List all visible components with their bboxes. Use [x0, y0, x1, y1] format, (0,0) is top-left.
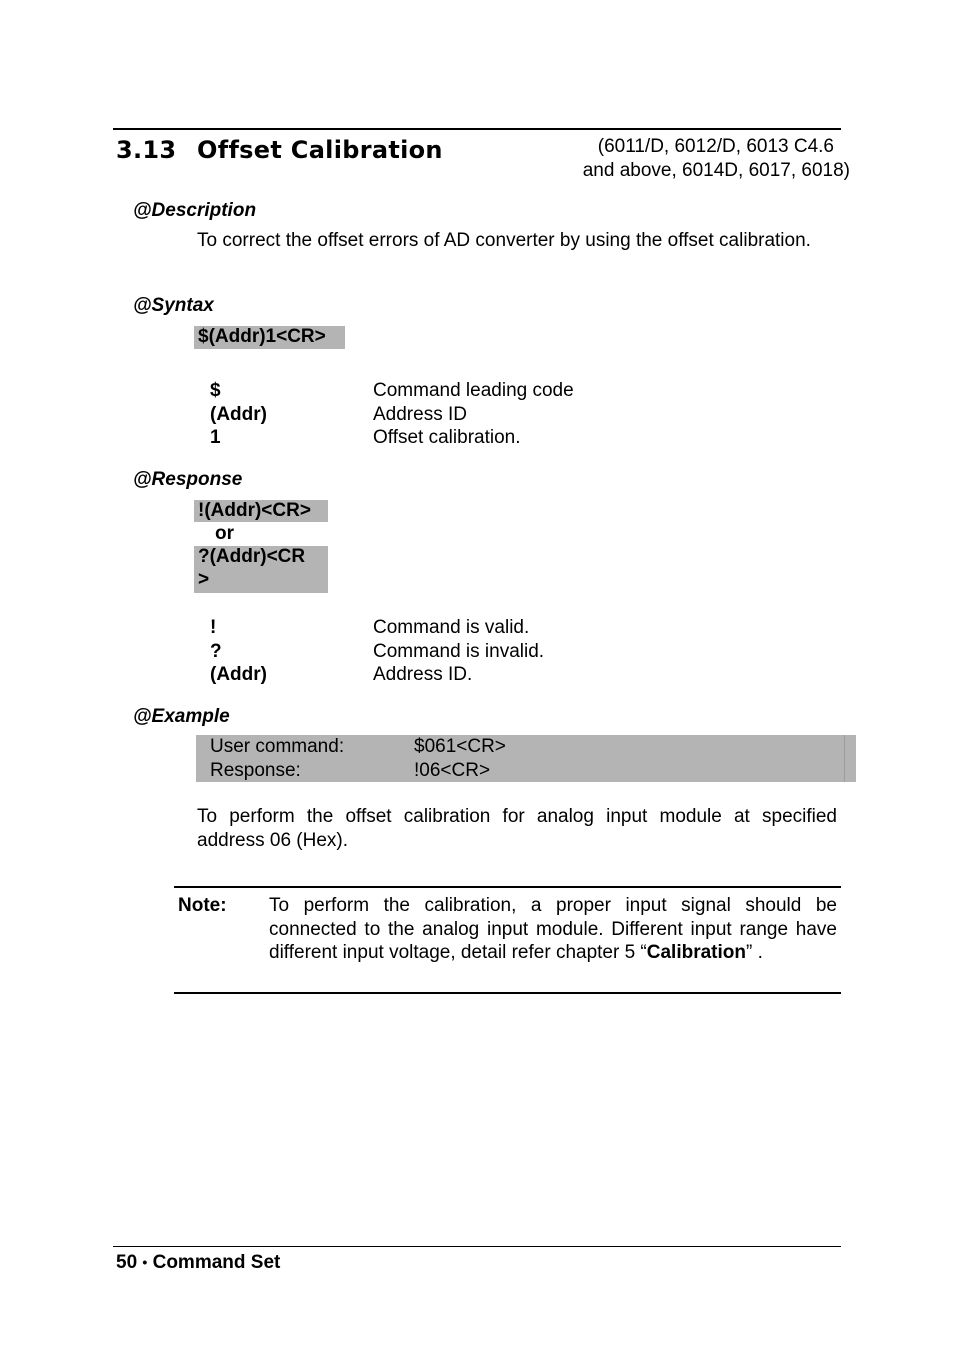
example-row [210, 735, 810, 759]
description-text: To correct the offset errors of AD converter by using the offset calibration. [197, 230, 811, 251]
description-heading: @Description [133, 200, 257, 221]
example-value: !06<CR> [414, 759, 491, 781]
model-list-line-1: (6011/D, 6012/D, 6013 C4.6 [597, 136, 834, 157]
example-label: User command: [210, 736, 345, 757]
example-value: $061<CR> [414, 736, 506, 757]
chapter-name: Command Set [152, 1252, 281, 1273]
example-box [196, 735, 856, 782]
syntax-command: $(Addr)1<CR> [198, 326, 326, 347]
note-text [269, 894, 837, 965]
param-desc: Command leading code [373, 380, 574, 401]
param-name: ? [210, 640, 222, 662]
example-label: Response: [210, 759, 301, 781]
param-name: (Addr) [210, 664, 267, 685]
note-top-rule [174, 886, 841, 888]
model-list-line-2: and above, 6014D, 6017, 6018) [582, 160, 850, 181]
note-text-after: ” . [746, 942, 763, 963]
footer-rule [113, 1246, 841, 1247]
section-number: 3.13 [116, 136, 177, 164]
footer-bullet: • [142, 1254, 148, 1270]
response-heading: @Response [133, 469, 243, 490]
param-desc: Address ID. [373, 664, 473, 685]
response-valid-box [194, 500, 328, 522]
response-params [210, 616, 710, 688]
note-text-bold: Calibration [646, 942, 746, 963]
syntax-heading: @Syntax [133, 295, 214, 316]
param-desc: Command is invalid. [373, 640, 545, 662]
response-or: or [215, 523, 234, 544]
note-bottom-rule [174, 992, 841, 994]
param-desc: Address ID [373, 403, 467, 425]
header-rule [113, 128, 841, 130]
note-label: Note: [178, 895, 227, 916]
syntax-command-box [194, 326, 345, 349]
response-invalid-line-1: ?(Addr)<CR [198, 546, 306, 567]
section-title: Offset Calibration [197, 136, 443, 164]
example-box-edge [844, 735, 845, 782]
param-desc: Offset calibration. [373, 427, 521, 448]
syntax-params [210, 379, 710, 451]
note-text-before: To perform the calibration, a proper input signal should be connected to the analog input module. Different input range have different input voltage, detail refer chapter 5 “ [269, 895, 837, 963]
footer [116, 1250, 280, 1275]
param-name: $ [210, 380, 221, 401]
model-list [540, 135, 850, 183]
example-text: To perform the offset calibration for analog input module at specified address 06 (Hex). [197, 806, 837, 851]
page-number: 50 [116, 1252, 138, 1273]
param-name: 1 [210, 427, 221, 448]
response-valid: !(Addr)<CR> [198, 500, 311, 521]
param-name: (Addr) [210, 403, 267, 425]
param-name: ! [210, 617, 217, 638]
response-invalid-line-2: > [198, 569, 210, 590]
response-invalid-box [194, 546, 328, 593]
example-row [210, 759, 810, 783]
param-desc: Command is valid. [373, 617, 530, 638]
example-heading: @Example [133, 706, 230, 727]
